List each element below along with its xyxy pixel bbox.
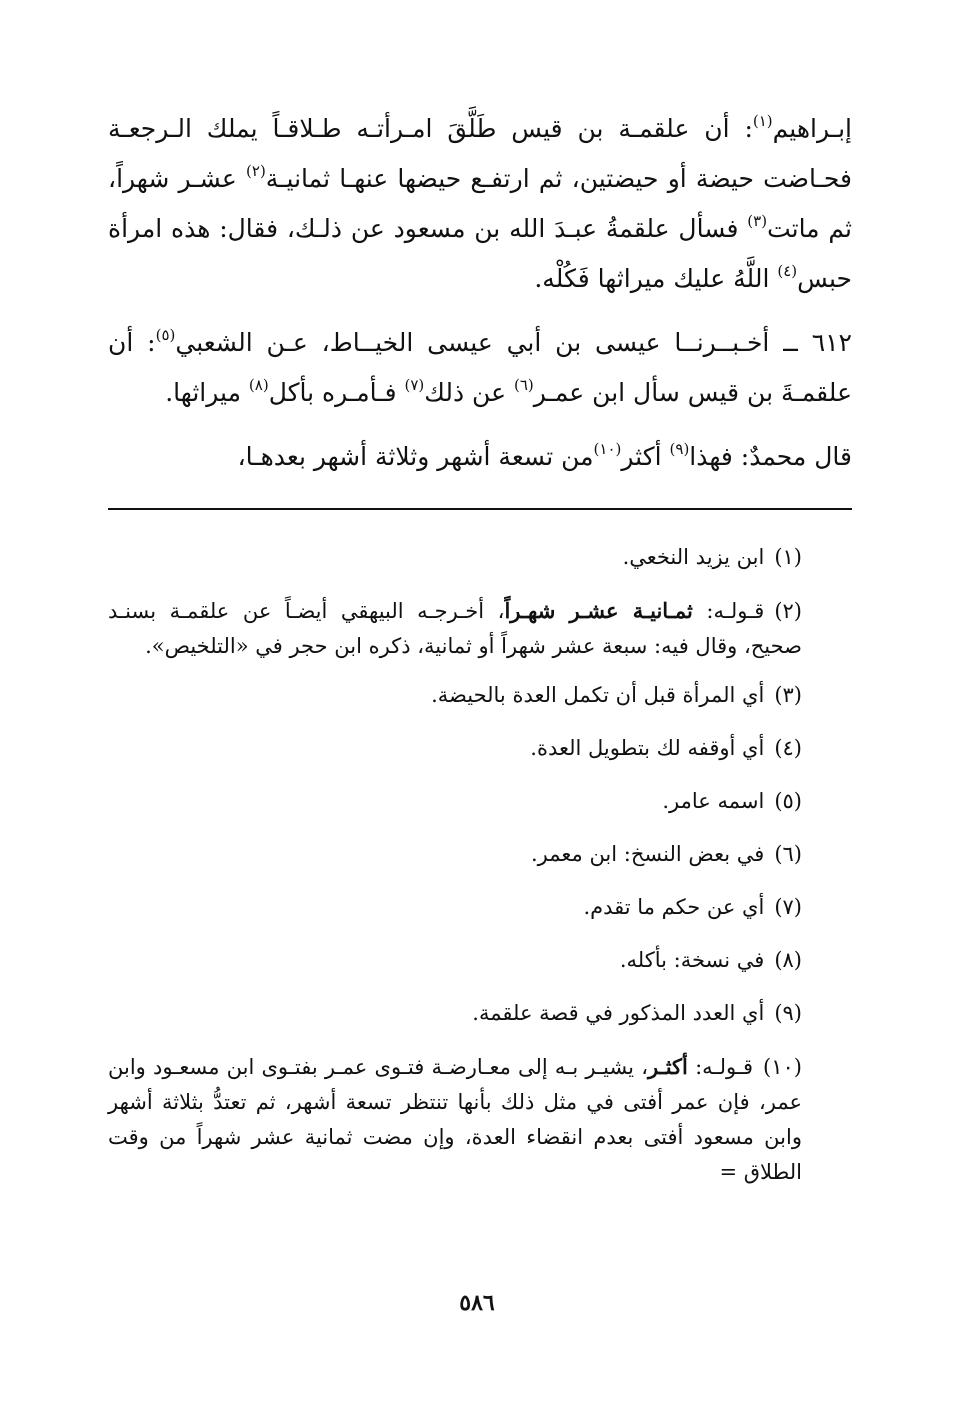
page-body xyxy=(108,104,852,1204)
footnote-ref-5[interactable]: (٥) xyxy=(155,326,176,344)
footnote-number: (٤) xyxy=(774,736,802,760)
footnote-text: ، يشيـر بـه إلى معـارضـة فتـوى عمـر بفتـوى ابن مسعـود وابن عمر، فإن عمر أفتى في مثل ذلك بأنها تنتظر تسعة أشهر، ثم تعتدُّ بثلاثة أشهر وابن مسعود أفتى بعدم انقضاء العدة، وإن مضت ثمانية عشر شهراً من وقت الطلاق = xyxy=(108,1055,802,1184)
footnote-number: (٧) xyxy=(774,895,802,919)
footnote-ref-6[interactable]: (٦) xyxy=(513,376,534,394)
footnote-7 xyxy=(108,890,852,925)
paragraph-1 xyxy=(108,104,852,304)
text-segment: فـأمـره بأكل xyxy=(268,378,405,407)
text-segment: ٦١٢ ــ أخـبــرنــا عيسى بن أبي عيسى الخيــاط، عـن الشعبي xyxy=(175,328,852,357)
text-segment: عن ذلك xyxy=(424,378,514,407)
footnote-text: أي المرأة قبل أن تكمل العدة بالحيضة. xyxy=(431,683,765,707)
paragraph-3 xyxy=(108,432,852,482)
footnote-5 xyxy=(108,784,852,819)
footnote-6 xyxy=(108,837,852,872)
footnote-number: (١٠) xyxy=(763,1055,802,1079)
footnote-2 xyxy=(108,593,852,664)
footnote-number: (٨) xyxy=(774,948,802,972)
page-number: ٥٨٦ xyxy=(459,1290,495,1316)
footnote-9 xyxy=(108,996,852,1031)
footnote-number: (٥) xyxy=(774,789,802,813)
footnote-1 xyxy=(108,540,852,575)
footnote-10 xyxy=(108,1049,852,1190)
text-segment: ميراثها. xyxy=(165,378,249,407)
footnote-4 xyxy=(108,731,852,766)
footnote-number: (٩) xyxy=(774,1001,802,1025)
text-segment: قال محمدٌ: فهذا xyxy=(689,442,852,471)
text-segment: أكثر xyxy=(621,442,670,471)
footnote-ref-4[interactable]: (٤) xyxy=(777,262,798,280)
main-text xyxy=(108,104,852,482)
footnote-quote: ثمـانيـة عشـر شهـراً xyxy=(504,598,693,623)
text-segment: : أن علقمـةَ بن قيس سأل ابن عمـر xyxy=(108,328,852,407)
footnote-text: أي العدد المذكور في قصة علقمة. xyxy=(472,1001,765,1025)
footnote-text: في بعض النسخ: ابن معمر. xyxy=(530,842,765,866)
paragraph-2 xyxy=(108,318,852,418)
footnote-ref-1[interactable]: (١) xyxy=(752,112,773,130)
footnote-text: في نسخة: بأكله. xyxy=(619,948,765,972)
footnote-text: ، أخـرجـه البيهقي أيضـاً عن علقمـة بسنـد صحيح، وقال فيه: سبعة عشر شهراً أو ثمانية، ذكره ابن حجر في «التلخيص». xyxy=(108,599,802,658)
footnote-text: اسمه عامر. xyxy=(662,789,765,813)
footnote-lead: قـولـه: xyxy=(687,1055,754,1079)
footnote-ref-7[interactable]: (٧) xyxy=(404,376,425,394)
footnote-quote: أكثـر xyxy=(647,1054,688,1079)
footnotes xyxy=(108,540,852,1190)
footnote-8 xyxy=(108,943,852,978)
footnote-ref-8[interactable]: (٨) xyxy=(248,376,269,394)
footnote-text: أي أوقفه لك بتطويل العدة. xyxy=(530,736,765,760)
footnote-number: (١) xyxy=(774,545,802,569)
footnote-ref-2[interactable]: (٢) xyxy=(246,162,266,180)
footnote-number: (٦) xyxy=(774,842,802,866)
text-segment: من تسعة أشهر وثلاثة أشهر بعدهـا، xyxy=(237,442,594,471)
footnote-lead: قـولـه: xyxy=(692,599,765,623)
text-segment: إبـراهيم xyxy=(772,114,852,143)
footnote-ref-9[interactable]: (٩) xyxy=(669,440,690,458)
footnote-text: ابن يزيد النخعي. xyxy=(622,545,765,569)
footnote-number: (٣) xyxy=(774,683,802,707)
footnote-3 xyxy=(108,678,852,713)
text-segment: اللَّهُ عليك ميراثها فَكُلْه. xyxy=(534,264,778,293)
footnote-text: أي عن حكم ما تقدم. xyxy=(583,895,765,919)
text-segment: عشـر شهراً، ثم ماتت xyxy=(108,164,852,243)
footnote-number: (٢) xyxy=(774,599,802,623)
footnote-separator xyxy=(108,508,852,510)
footnote-ref-10[interactable]: (١٠) xyxy=(593,440,622,458)
text-segment: : أن علقمـة بن قيس طَلَّقَ امـرأتـه طـلاقـاً يملك الـرجعـة فحـاضت حيضة أو حيضتين، ثم ارتفـع حيضها عنهـا ثمانيـة xyxy=(108,114,852,193)
text-segment: فسأل علقمةُ عبـدَ الله بن مسعود عن ذلـك، فقال: هذه امرأة حبس xyxy=(108,214,852,293)
footnote-ref-3[interactable]: (٣) xyxy=(747,212,768,230)
